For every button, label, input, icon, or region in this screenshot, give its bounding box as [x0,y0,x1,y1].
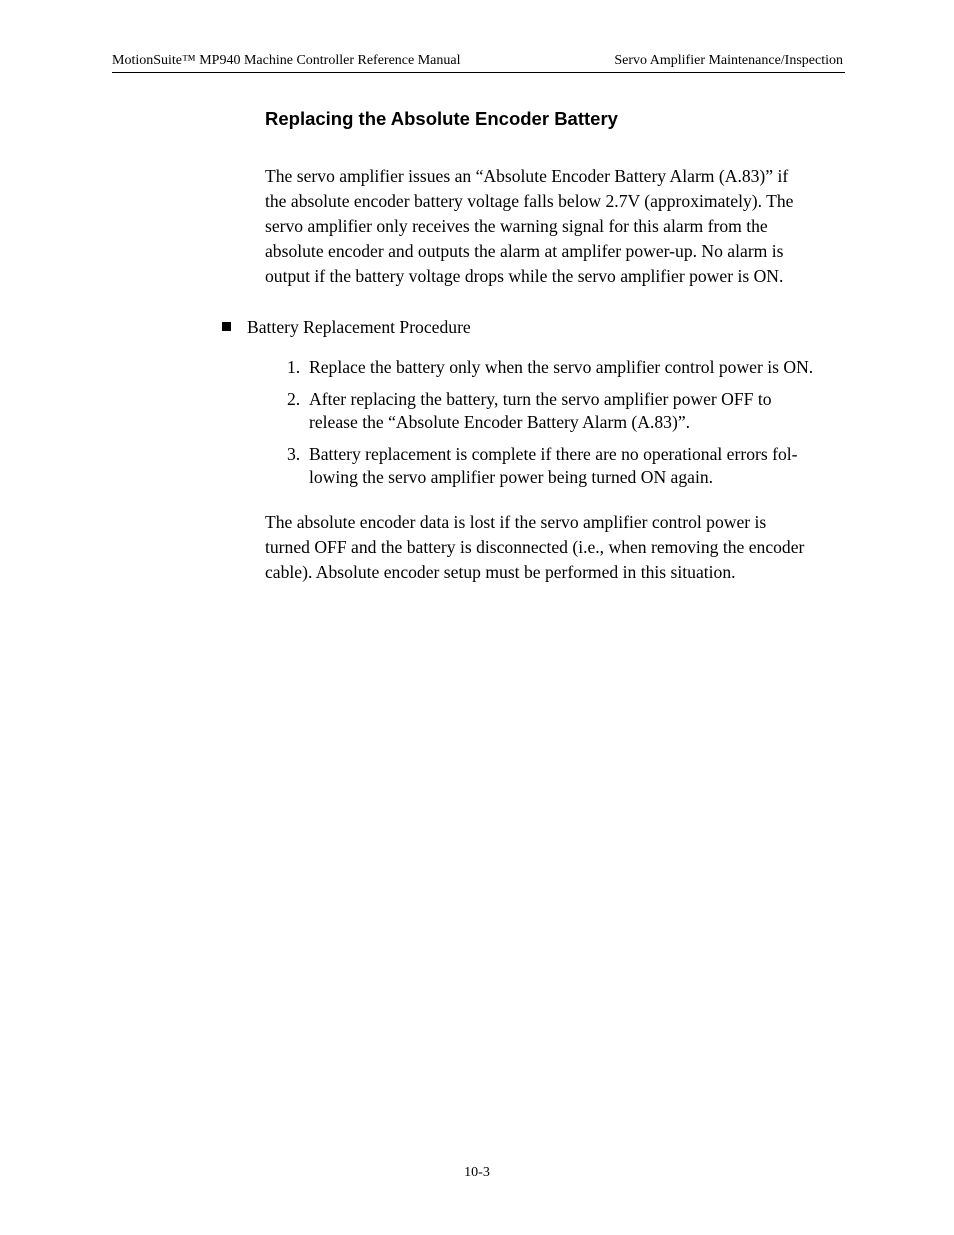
closing-line: turned OFF and the battery is disconnected (i.e., when removing the encoder [265,537,805,557]
step-line: After replacing the battery, turn the servo amplifier power OFF to [309,389,772,409]
closing-line: cable). Absolute encoder setup must be performed in this situation. [265,562,736,582]
step-text [309,356,813,379]
closing-paragraph [265,510,850,585]
step-number: 1. [287,357,301,377]
page-number: 10-3 [464,1165,490,1180]
intro-line: servo amplifier only receives the warning signal for this alarm from the [265,216,768,236]
page-header [112,52,845,73]
step-number: 3. [287,444,301,464]
square-bullet-icon [222,322,231,331]
step-number: 2. [287,389,301,409]
closing-line: The absolute encoder data is lost if the servo amplifier control power is [265,512,767,532]
chapter-title: Servo Amplifier Maintenance/Inspection [614,53,843,68]
step-line: Replace the battery only when the servo amplifier control power is ON. [309,357,814,377]
step-line: Battery replacement is complete if there are no operational errors fol- [309,444,798,464]
section-title: Replacing the Absolute Encoder Battery [265,108,618,129]
intro-line: the absolute encoder battery voltage falls below 2.7V (approximately). The [265,191,794,211]
intro-line: absolute encoder and outputs the alarm at amplifer power-up. No alarm is [265,241,784,261]
intro-line: output if the battery voltage drops while the servo amplifier power is ON. [265,266,784,286]
step-text [309,443,798,488]
manual-title: MotionSuite™ MP940 Machine Controller Reference Manual [112,53,461,68]
step-text [309,388,772,433]
step-line: lowing the servo amplifier power being turned ON again. [309,466,714,487]
procedure-heading-text: Battery Replacement Procedure [247,317,471,337]
procedure-heading [222,315,471,339]
step-line: release the “Absolute Encoder Battery Alarm (A.83)”. [309,411,691,432]
intro-paragraph [265,164,850,289]
intro-line: The servo amplifier issues an “Absolute Encoder Battery Alarm (A.83)” if [265,166,789,186]
